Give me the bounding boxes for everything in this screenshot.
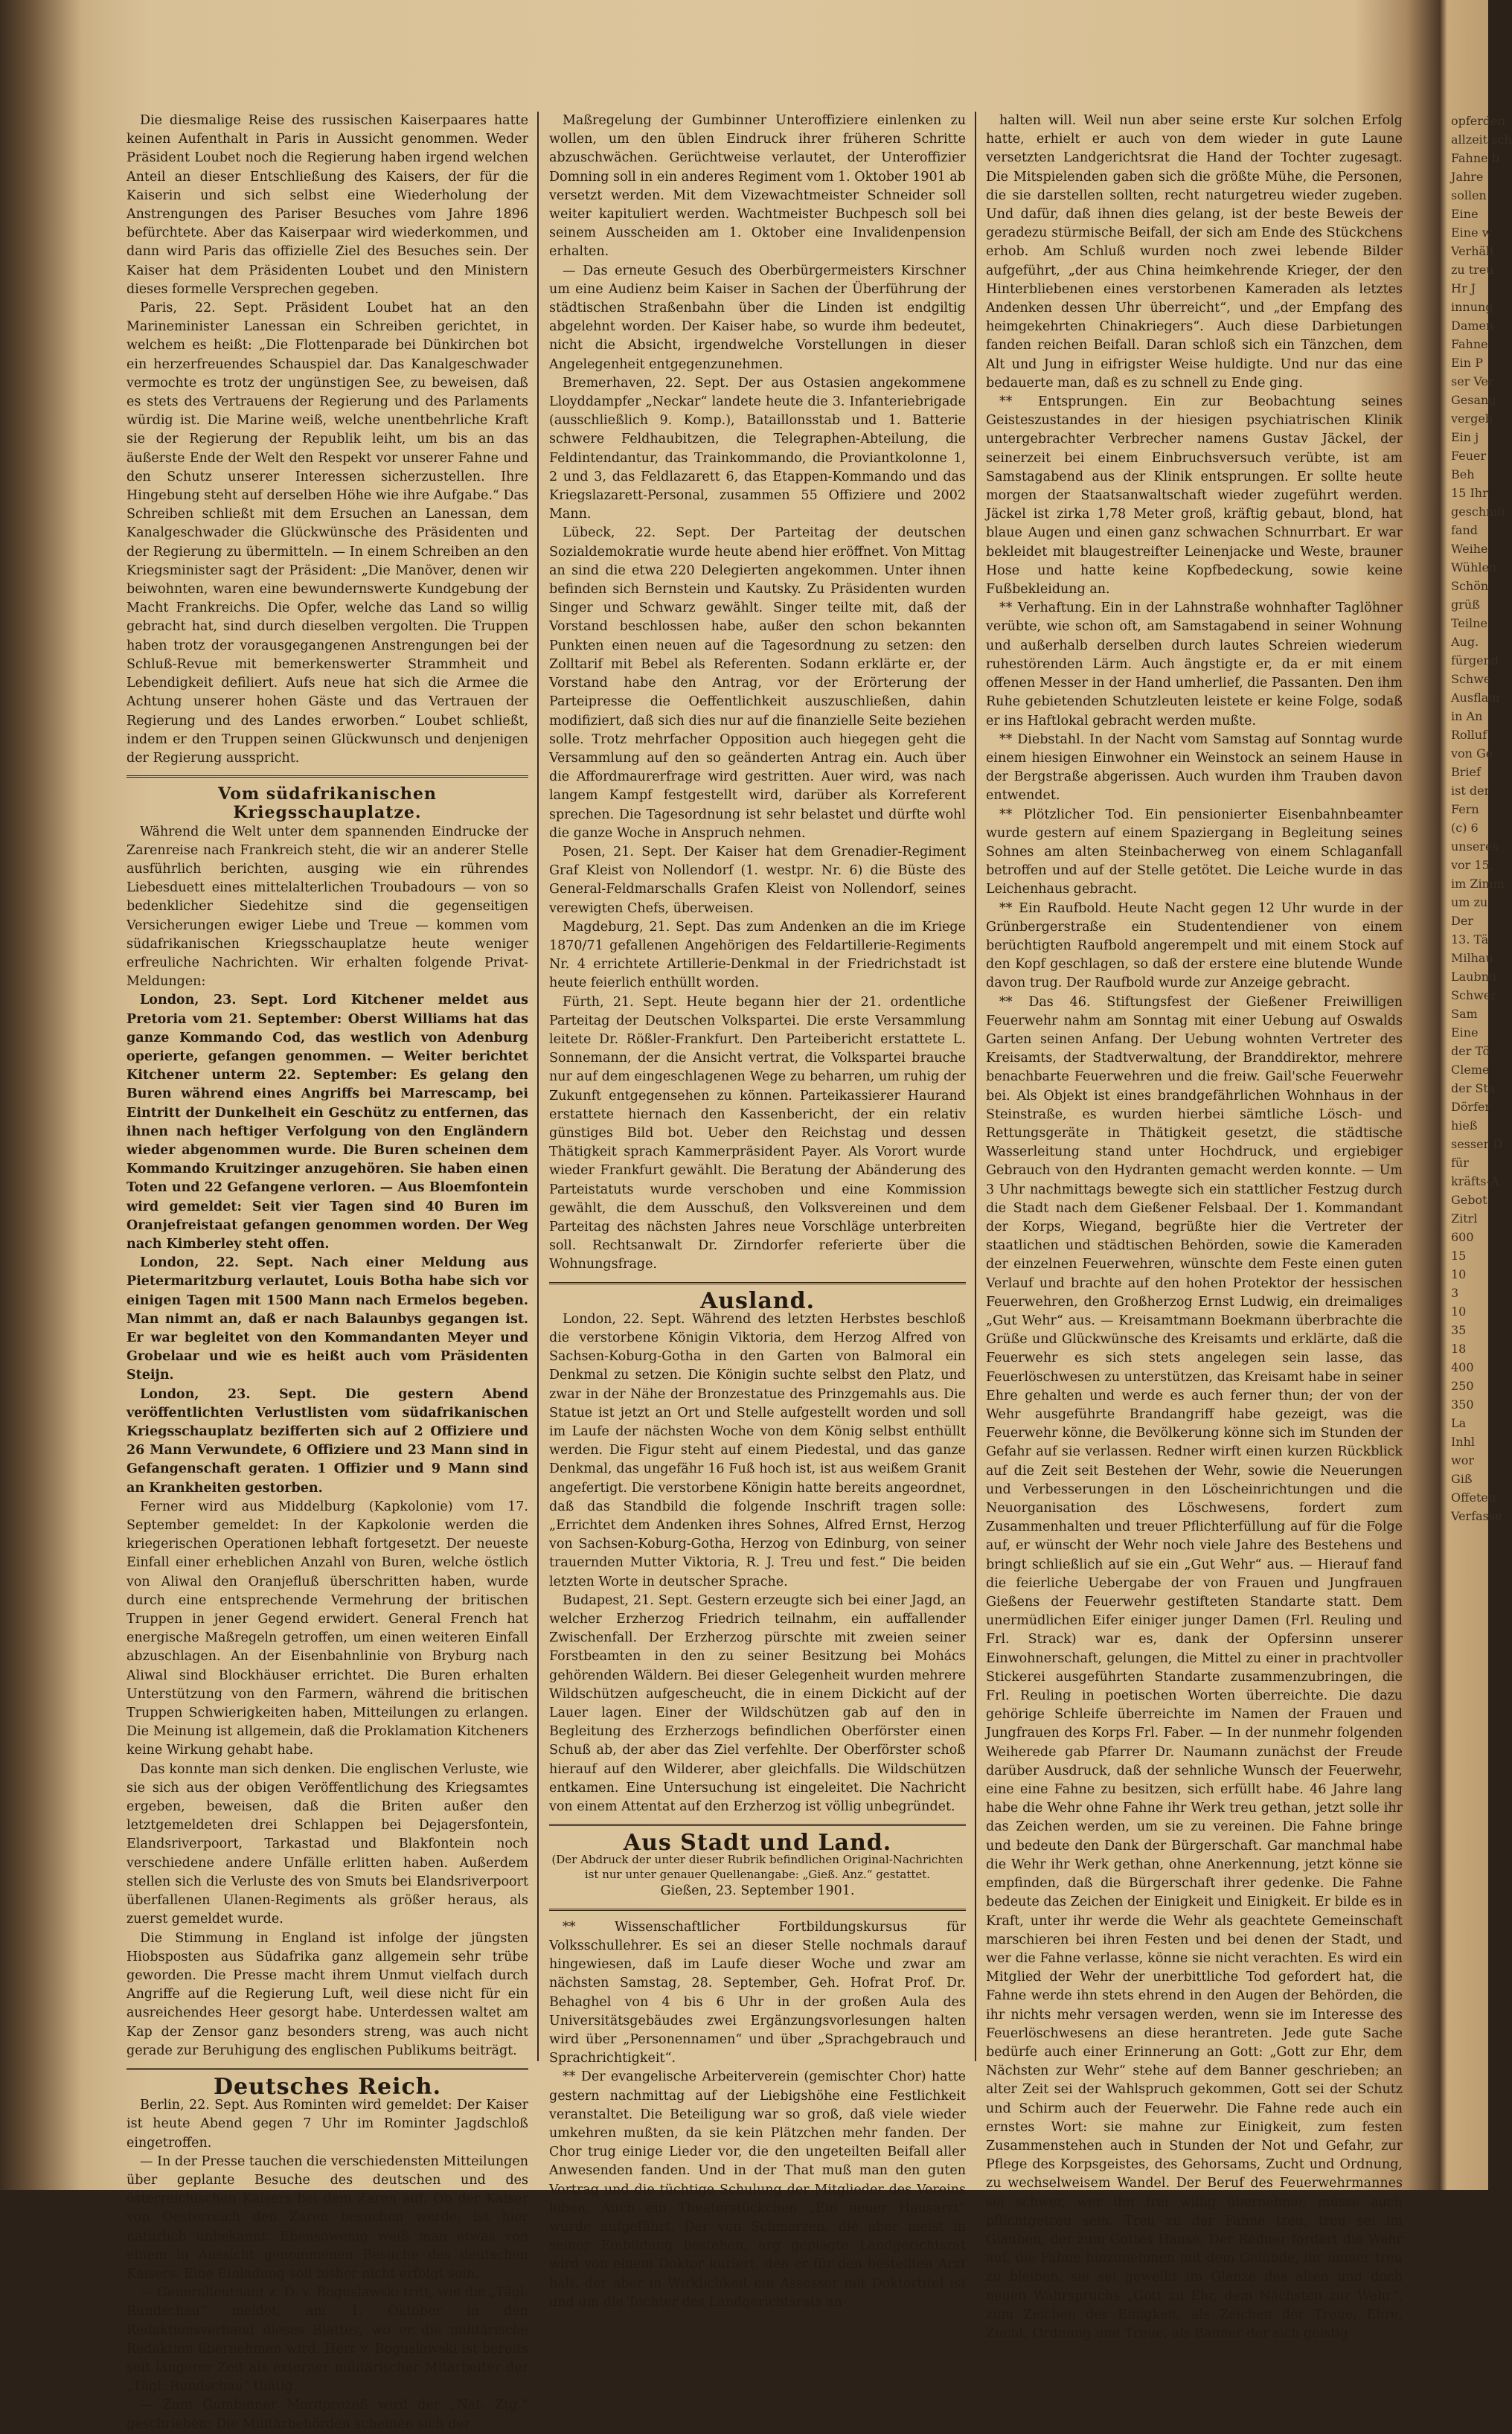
edge-fragment: Fahne — [1451, 337, 1488, 351]
edge-fragment: vergeb — [1451, 411, 1493, 426]
section-divider — [549, 1909, 966, 1911]
edge-fragment: Gebot — [1451, 1193, 1487, 1207]
edge-fragment: Schwer — [1451, 988, 1497, 1002]
section-heading-deutsches-reich: Deutsches Reich. — [213, 2073, 442, 2100]
article-paragraph: London, 22. Sept. Während des letzten Herbstes beschloß die verstorbene Königin Viktoria, dem Herzog Alfred von Sachsen-Koburg-Gotha in den Garten von Balmoral ein Denkmal zu setzen. Die Königin suchte selbst den Platz, und zwar in der Nähe der Bronzestatue des Prinzgemahls aus. Die Statue ist jetzt an Ort und Stelle aufgestellt worden und soll im Laufe der nächsten Woche von dem König selbst enthüllt werden. Die Figur steht auf einem Piedestal, und das ganze Denkmal, das ungefähr 16 Fuß hoch ist, ist aus weißem Granit angefertigt. Die verstorbene Königin hatte bereits angeordnet, daß das Standbild die folgende Inschrift tragen solle: „Errichtet dem Andenken ihres Sohnes, Alfred Ernst, Herzog von Sachsen-Koburg-Gotha, Herzog von Edinburg, von seiner trauernden Mutter Viktoria, R. J. Treu und fest.“ Die beiden letzten Worte in deutscher Sprache. — [549, 1311, 966, 1589]
edge-fragment: fürgend — [1451, 653, 1499, 667]
edge-fragment: Ausflam — [1451, 691, 1500, 705]
article-paragraph: — In der Presse tauchen die verschiedensten Mitteilungen über geplante Besuche des deutschen und des österreichischen Kaisers bei dem Zaren auf. Ob der Kaiser von Oesterreich den Zaren besuchen werde, ist hier natürlich unbekannt. Ebensowenig weiß man etwas von einem in Aussicht genommenen Besuche des deutschen Kaisers. Eine Einladung soll bisher nicht erfolgt sein. — [126, 2153, 528, 2281]
edge-fragment: Wühlen — [1451, 560, 1497, 574]
edge-fragment: 250 — [1451, 1379, 1474, 1393]
edge-fragment: Teilne — [1451, 616, 1487, 630]
edge-fragment: Ein j — [1451, 430, 1479, 444]
edge-fragment: Cleme — [1451, 1063, 1490, 1077]
article-paragraph: London, 23. Sept. Lord Kitchener meldet aus Pretoria vom 21. September: Oberst Williams hat das ganze Kommando Cod, das westlich von Adenburg operierte, gefangen genommen. — Weiter berichtet Kitchener unterm 22. September: Es gelang den Buren während eines Angriffs bei Marrescamp, bei Eintritt der Dunkelheit ein Geschütz zu entfernen, das ihnen nach heftiger Verfolgung von den Engländern wieder abgenommen wurde. Die Buren scheinen dem Kommando Kruitzinger anzugehören. Sie haben einen Toten und 22 Gefangene verloren. — Aus Bloemfontein wird gemeldet: Seit vier Tagen sind 40 Buren im Oranjefreistaat gefangen genommen worden. Der Weg nach Kimberley steht offen. — [126, 993, 528, 1252]
edge-fragment: 35 — [1451, 1323, 1467, 1337]
article-paragraph: ** Entsprungen. Ein zur Beobachtung seines Geisteszustandes in der hiesigen psychiatrischen Klinik untergebrachter Verbrecher namens Gustav Jäckel, der seinerzeit bei einem Einbruchsversuch verübte, ist am Samstagabend aus der Klinik entsprungen. Er sollte heute morgen der Staatsanwaltschaft wieder zugeführt werden. Jäckel ist zirka 1,78 Meter groß, kräftig gebaut, blond, hat blaue Augen und einen ganz schwachen Schnurrbart. Er war bekleidet mit blaugestreifter Leinenjacke und Weste, brauner Hose und hatte keine Kopfbedeckung, sowie keine Fußbekleidung an. — [986, 394, 1403, 598]
edge-fragment: 350 — [1451, 1397, 1474, 1412]
edge-fragment: Laubnu — [1451, 970, 1497, 984]
edge-fragment: Milhau — [1451, 951, 1493, 965]
edge-fragment: sesser D — [1451, 1137, 1503, 1151]
edge-fragment: Schön — [1451, 579, 1489, 593]
adjacent-page-edge — [1451, 112, 1512, 1525]
article-paragraph: Maßregelung der Gumbinner Unteroffiziere einlenken zu wollen, um den üblen Eindruck ihrer früheren Schritte abzuschwächen. Gerüchtweise verlautet, der Unteroffizier Domning soll in ein anderes Regiment vom 1. Oktober 1901 ab versetzt werden. Mit dem Vizewachtmeister Schneider soll weiter kapituliert werden. Wachtmeister Buchpesch soll bei seinem Ausscheiden am 1. Oktober eine Invalidenpension erhalten. — [549, 113, 966, 260]
edge-fragment: 3 — [1451, 1286, 1459, 1300]
section-heading-south-africa: Vom südafrikanischen Kriegsschauplatze. — [218, 784, 437, 823]
article-paragraph: Das konnte man sich denken. Die englischen Verluste, wie sie sich aus der obigen Veröffentlichung des Kriegsamtes ergeben, beweisen, daß die Briten außer den letztgemeldeten drei Schlappen bei Dejagersfontein, Elandsriverpoort, Tarkastad und Blakfontein noch verschiedene andere Unfälle erlitten haben. Außerdem stellen sich die Verluste des von Smuts bei Elandsriverpoort überfallenen Ulanen-Regiments als größer heraus, als zuerst gemeldet wurde. — [126, 1761, 528, 1927]
section-heading-stadt-und-land: Aus Stadt und Land. — [623, 1830, 892, 1857]
edge-fragment: Beh — [1451, 467, 1475, 481]
article-paragraph: Paris, 22. Sept. Präsident Loubet hat an den Marineminister Lanessan ein Schreiben gerichtet, in welchem es heißt: „Die Flottenparade bei Dünkirchen bot ein herzerfreuendes Schauspiel dar. Das Kanalgeschwader vermochte es trotz der ungünstigen See, zu beweisen, daß es stets des Vertrauens der Regierung und des Parlaments würdig ist. Die Marine weiß, welche unentbehrliche Kraft sie der Regierung der Republik leiht, um bis an das äußerste Ende der Welt den Respekt vor unserer Fahne und den Schutz unserer Interessen sicherzustellen. Ihre Hingebung steht auf derselben Höhe wie ihre Aufgabe.“ Das Schreiben schließt mit dem Ersuchen an Lanessan, dem Kanalgeschwader die Glückwünsche des Präsidenten und der Regierung zu übermitteln. — In einem Schreiben an den Kriegsminister sagt der Präsident: „Die Manöver, denen wir beiwohnten, waren eine bewundernswerte Kundgebung der Macht Frankreichs. Die Opfer, welche das Land so willig gebracht hat, sind durch dieselben vergolten. Die Truppen haben trotz der vorausgegangenen Anstrengungen bei der Schluß-Revue mit bemerkenswerter Strammheit und Lebendigkeit defiliert. Aufs neue hat sich die Armee die Achtung unserer hohen Gäste und das Vertrauen der Regierung und des Landes erworben.“ Loubet schließt, indem er den Truppen seinen Glückwunsch und denjenigen der Regierung ausspricht. — [126, 301, 528, 766]
edge-fragment: vor 15, — [1451, 858, 1493, 872]
article-paragraph: — Generalleutnant z. D. v. Boguslawski tritt, wie die „Tägl. Rundschau“ meldet, am 1. Oktober in den Redaktionsverband dieses Blattes, wo er die militärische Redaktion übernehmen wird. Herr v. Boguslawski ist bereits seit längerer Zeit als externer militärischer Mitarbeiter der „Tägl. Rundschau“ thätig. — [126, 2285, 528, 2395]
edge-fragment: 400 — [1451, 1360, 1474, 1374]
edge-fragment: Feuer — [1451, 449, 1487, 463]
column-rule — [975, 112, 976, 2061]
edge-fragment: Offeten — [1451, 1490, 1496, 1505]
section-divider — [126, 2068, 528, 2070]
edge-fragment: opferden — [1451, 114, 1505, 128]
edge-fragment: 600 — [1451, 1230, 1474, 1244]
edge-fragment: 10 — [1451, 1267, 1467, 1281]
article-paragraph: Posen, 21. Sept. Der Kaiser hat dem Grenadier-Regiment Graf Kleist von Nollendorf (1. westpr. Nr. 6) die Büste des General-Feldmarschalls Grafen Kleist von Nollendorf, seines verewigten Chefs, überweisen. — [549, 844, 966, 916]
edge-fragment: innung — [1451, 300, 1493, 314]
edge-fragment: 15 — [1451, 1249, 1467, 1263]
column-3 — [986, 112, 1403, 2343]
edge-fragment: ser Ver — [1451, 374, 1494, 388]
section-heading-ausland: Ausland. — [699, 1287, 816, 1314]
edge-fragment: 18 — [1451, 1342, 1467, 1356]
section-divider — [126, 775, 528, 778]
edge-fragment: hieß — [1451, 1118, 1478, 1133]
edge-fragment: kräfts-A — [1451, 1174, 1499, 1188]
edge-fragment: wor — [1451, 1453, 1474, 1467]
edge-fragment: Weihe — [1451, 542, 1488, 556]
edge-fragment: Inhl — [1451, 1435, 1476, 1449]
column-rule — [537, 112, 539, 2061]
article-paragraph: ** Diebstahl. In der Nacht vom Samstag auf Sonntag wurde einem hiesigen Einwohner ein Weinstock an seinem Hause in der Bergstraße abgerissen. Auch wurden ihm Trauben davon entwendet. — [986, 731, 1403, 804]
article-paragraph: ** Verhaftung. Ein in der Lahnstraße wohnhafter Taglöhner verübte, wie schon oft, am Samstagabend in seiner Wohnung und außerhalb derselben durch lautes Schreien wiederum ruhestörenden Lärm. Auch ängstigte er, da er mit einem offenen Messer in der Hand umherlief, die Passanten. Den ihm Ruhe gebietenden Schutzleuten leistete er keine Folge, sodaß er ins Haftlokal gebracht werden mußte. — [986, 601, 1403, 728]
section-divider — [549, 1282, 966, 1284]
article-paragraph: ** Das 46. Stiftungsfest der Gießener Freiwilligen Feuerwehr nahm am Sonntag mit einer Uebung auf Oswalds Garten seinen Anfang. Der Uebung wohnten Vertreter des Kreisamts, der Stadtverwaltung, der Branddirektor, mehrere benachbarte Feuerwehren und die freiw. Gail'sche Feuerwehr bei. Als Objekt ist eines brandgefährlichen Wohnhaus in der Steinstraße, es wurden hierbei sämtliche Lösch- und Rettungsgeräte in Thätigkeit gesetzt, die städtische Wasserleitung stand unter Hochdruck, und ergiebiger Gebrauch von den Hydranten gemacht werden konnte. — Um 3 Uhr nachmittags bewegte sich ein stattlicher Festzug durch die Stadt nach dem Gießener Felsbaal. Der 1. Kommandant der Korps, Wiegand, begrüßte hier die Vertreter der staatlichen und städtischen Behörden, sowie die Kameraden der einzelnen Feuerwehren, wünschte dem Feste einen guten Verlauf und brachte auf den hohen Protektor der hessischen Feuerwehren, den Großherzog Ernst Ludwig, ein dreimaliges „Gut Wehr“ aus. — Kreisamtmann Boekmann überbrachte die Grüße und Glückwünsche des Kreisamts und erklärte, daß die Feuerwehr es sich stets angelegen sein lasse, das Feuerlöschwesen zu unterstützen, das Kreisamt habe in seiner Ehre gehalten und werde es auch ferner thun; der von der Wehr ausgeführte Brandangriff habe gezeigt, was die Feuerwehr könne, die Bevölkerung könne sich im Stunden der Gefahr auf sie verlassen. Redner wirft einen kurzen Rückblick auf die Zeit seit Bestehen der Wehr, sowie die Neuerungen und Verbesserungen in den Löscheinrichtungen und die Neuorganisation des Löschwesens, fordert zum Zusammenhalten und treuer Pflichterfüllung auf für die Folge auf, er wünscht der Wehr noch viele Jahre des Bestehens und bringt schließlich auf sie ein „Gut Wehr“ aus. — Hierauf fand die feierliche Uebergabe der von Frauen und Jungfrauen Gießens der Feuerwehr gestifteten Standarte statt. Dem unermüdlichen Eifer einiger junger Damen (Frl. Reuling und Frl. Strack) war es, dank der Opfersinn unserer Einwohnerschaft, gelungen, die Mittel zu einer in prachtvoller Stickerei ausgeführten Standarte zusammenzubringen, die Frl. Reuling in poetischen Worten überreichte. Die dazu gehörige Schleife überreichte im Namen der Frauen und Jungfrauen des Korps Frl. Faber. — In der nunmehr folgenden Weiherede gab Pfarrer Dr. Naumann zunächst der Freude darüber Ausdruck, daß der sehnliche Wunsch der Feuerwehr, eine eine Fahne zu besitzen, sich erfüllt habe. 46 Jahre lang habe die Wehr ohne Fahne ihr Werk treu gethan, jetzt solle ihr das Zeichen werden, um sie zu vereinen. Die Fahne bringe und bedeute den Dank der Bürgerschaft. Gar manchmal habe die Wehr ihr Werk gethan, ohne Anerkennung, jetzt könne sie empfinden, daß die Bürgerschaft ihrer gedenke. Die Fahne bedeute das Zeichen der Einigkeit und Einigkeit. Er bilde es in Kraft, unter ihr werde die Wehr als geachtete Gemeinschaft marschieren bei ihren Festen und bei denen der Stadt, und wer die Fahne verlasse, könne sie nicht verachten. Es wird ein Mitglied der Wehr der unerbittliche Tod gefordert hat, die Fahne werde ihn stets ehrend in den Augen der Behörden, die ihr nichts mehr versagen werden, wenn sie im Interesse des Feuerlöschwesens an diese herantreten. Jede gute Sache bedürfe auch einer Erinnerung an Gott: „Gott zur Ehr, dem Nächsten zur Wehr“ stehe auf dem Banner geschrieben; an alter Zeit sei der Wahlspruch gekommen, Gott sei der Schutz und Schirm auch der Feuerwehr. Die Fahne rede auch ein ernstes Wort: sie mahne zur Einigkeit, zum festen Zusammenstehen auch in Stunden der Not und Gefahr, zur Pflege des Korpsgeistes, des Gehorsams, Zucht und Ordnung, zu wechselweisem Wandel. Der Beruf des Feuerwehrmannes sei schwer, wer ihn frei willig übernehme, müsse auch pflichtgetreu sein. Treu zu der Fahne treu, treu sei im Glauben, der zum Gottes Hause. Der Redner fordert die Wehr auf, die Fahne hinzunehmen mit dem Gelübde, ihr immer treu zu bleiben, sie sei geweiht im Glanze des alten und doch neuen Wahrspruchs „Gott zu Ehr, dem Nächsten zur Wehr“, zum Zeichen der Einigkeit, als Zeichen der Treue, Ehre, Zucht, Ordnung und Treue, als Banner der sich geistig — [986, 994, 1403, 2341]
article-paragraph: halten will. Weil nun aber seine erste Kur solchen Erfolg hatte, erhielt er auch von dem wieder in gute Laune versetzten Landgerichtsrat die Hand der Tochter zugesagt. Die Mitspielenden gaben sich die größte Mühe, die Personen, die sie darstellen sollten, recht naturgetreu wieder zugeben. Und dafür, daß ihnen dies gelang, ist der beste Beweis der geradezu stürmische Beifall, der sich am Ende des Stückchens erhob. Am Schluß wurden noch zwei lebende Bilder aufgeführt, „der aus China heimkehrende Krieger, der den Hinterbliebenen eines verstorbenen Kameraden als letztes Andenken dessen Uhr überreicht“, und „der Empfang des heimgekehrten Chinakriegers“. Auch diese Darbietungen fanden reichen Beifall. Daran schloß sich ein Tänzchen, dem Alt und Jung in eifrigster Weise huldigte. Und nur das eine bedauerte man, daß es zu schnell zu Ende ging. — [986, 113, 1403, 391]
edge-fragment: Zitrl — [1451, 1211, 1478, 1226]
dateline: Gießen, 23. September 1901. — [660, 1883, 855, 1899]
edge-fragment: um zu — [1451, 895, 1488, 909]
edge-fragment: Eine w — [1451, 225, 1493, 240]
article-paragraph: ** Wissenschaftlicher Fortbildungskursus für Volksschullehrer. Es sei an dieser Stelle nochmals darauf hingewiesen, daß im Laufe dieser Woche und zwar am nächsten Samstag, 28. September, Geh. Hofrat Prof. Dr. Behaghel von 4 bis 6 Uhr in der großen Aula des Universitätsgebäudes zwei Ergänzungsvorlesungen halten wird über „Personennamen“ und über „Sprachgebrauch und Sprachrichtigkeit“. — [549, 1919, 966, 2066]
article-paragraph: ** Ein Raufbold. Heute Nacht gegen 12 Uhr wurde in der Grünbergerstraße ein Studentendiener von einem berüchtigten Raufbold angerempelt und mit einem Stock auf den Kopf geschlagen, so daß der erstere eine blutende Wunde davon trug. Der Raufbold wurde zur Anzeige gebracht. — [986, 900, 1403, 991]
edge-fragment: Jahre — [1451, 170, 1484, 184]
edge-fragment: allzeit sch — [1451, 132, 1512, 147]
article-paragraph: Magdeburg, 21. Sept. Das zum Andenken an die im Kriege 1870/71 gefallenen Angehörigen des Feldartillerie-Regiments Nr. 4 errichtete Artillerie-Denkmal in der Friedrichstadt ist heute feierlich enthüllt worden. — [549, 919, 966, 991]
article-paragraph: Bremerhaven, 22. Sept. Der aus Ostasien angekommene Lloyddampfer „Neckar“ landete heute die 3. Infanteriebrigade (ausschließlich 9. Komp.), Bataillonsstab und 1. Batterie schwere Feldhaubitzen, die Telegraphen-Abteilung, die Feldintendantur, das Trainkommando, die Proviantkolonne 1, 2 und 3, das Feldlazarett 6, das Etappen-Kommando und das Kriegslazarett-Personal, zusammen 55 Offiziere und 2002 Mann. — [549, 375, 966, 522]
edge-fragment: grüß — [1451, 598, 1480, 612]
article-paragraph: Die diesmalige Reise des russischen Kaiserpaares hatte keinen Aufenthalt in Paris in Aussicht genommen. Weder Präsident Loubet noch die Regierung haben irgend welchen Anteil an dieser Entschließung des Kaisers, der für die Kaiserin und sich selbst eine Wiederholung der Anstrengungen des Pariser Besuches vom Jahre 1896 befürchtete. Aber das Kaiserpaar wird wiederkommen, und dann wird Paris das offizielle Ziel des Besuches sein. Der Kaiser hat dem Präsidenten Loubet und den Ministern dieses formelle Versprechen gegeben. — [126, 113, 528, 297]
article-paragraph: Budapest, 21. Sept. Gestern erzeugte sich bei einer Jagd, an welcher Erzherzog Friedrich teilnahm, ein auffallender Zwischenfall. Der Erzherzog pürschte mit zweien seiner Forstbeamten in den zu seiner Besitzung bei Mohács gehörenden Wäldern. Bei dieser Gelegenheit wurden mehrere Wildschützen aufgescheucht, die in einem Dickicht auf der Lauer lagen. Einer der Wildschützen gab auf den in Begleitung des Erzherzogs befindlichen Oberförster einen Schuß ab, der aber das Ziel verfehlte. Der Oberförster schoß hierauf auf den Wilderer, aber gleichfalls. Die Wildschützen entkamen. Eine Untersuchung ist eingeleitet. Die Nachricht von einem Attentat auf den Erzherzog ist völlig unbegründet. — [549, 1592, 966, 1815]
edge-fragment: (c) 6 — [1451, 821, 1479, 835]
article-paragraph: Ferner wird aus Middelburg (Kapkolonie) vom 17. September gemeldet: In der Kapkolonie werden die kriegerischen Operationen lebhaft fortgesetzt. Der neueste Einfall einer erheblichen Anzahl von Buren, welche östlich von Aliwal den Oranjefluß überschritten haben, wurde durch eine entsprechende Vermehrung der britischen Truppen in jener Gegend erwidert. General French hat energische Maßregeln getroffen, um einen weiteren Einfall abzuschlagen. An der Eisenbahnlinie von Bryburg nach Aliwal sind Blockhäuser errichtet. Die Buren erhalten Unterstützung von den Farmern, während die britischen Truppen Schwierigkeiten haben, Mitteilungen zu erlangen. Die Meinung ist allgemein, daß die Proklamation Kitcheners keine Wirkung gehabt habe. — [126, 1499, 528, 1758]
column-2 — [549, 112, 966, 2312]
edge-fragment: der Tö — [1451, 1044, 1490, 1058]
edge-fragment: sollen — [1451, 188, 1487, 202]
edge-fragment: La — [1451, 1416, 1467, 1430]
edge-fragment: Schwe — [1451, 672, 1491, 686]
article-paragraph: ** Der evangelische Arbeiterverein (gemischter Chor) hatte gestern nachmittag auf der Liebigshöhe eine Festlichkeit veranstaltet. Die Beteiligung war so groß, daß viele wieder umkehren mußten, da sie kein Plätzchen mehr fanden. Der Chor trug einige Lieder vor, die den ungeteilten Beifall aller Anwesenden fanden. Und in der That muß man den guten Vortrag und die tüchtige Schulung der Mitglieder des Vereins loben. Auch ein Theaterstückchen „Ein neuer Hausarzt“ wurde aufgeführt. Der von Schmerzen, die aber meist in seiner Einbildung bestehen, arg geplagte Landgerichtsrat wird von einem Doktor kuriert, den er für den bestellten Arzt hält, der aber in Wirklichkeit ein Assessor mit Doktortitel ist und um die Tochter des Landgerichtsrats an- — [549, 2069, 966, 2310]
article-paragraph: London, 22. Sept. Nach einer Meldung aus Pietermaritzburg verlautet, Louis Botha habe sich vor einigen Tagen mit 1500 Mann nach Ermelos begeben. Man nimmt an, daß er nach Balaunbys gegangen ist. Er war begleitet von den Kommandanten Meyer und Grobelaar und wie es heißt auch vom Präsidenten Steijn. — [126, 1255, 528, 1383]
edge-fragment: zu treu — [1451, 263, 1494, 277]
article-paragraph: London, 23. Sept. Die gestern Abend veröffentlichten Verlustlisten vom südafrikanischen Kriegsschauplatz bezifferten sich auf 2 Offiziere und 26 Mann Verwundete, 6 Offiziere und 23 Mann sind in Gefangenschaft geraten. 1 Offizier und 9 Mann sind an Krankheiten gestorben. — [126, 1386, 528, 1496]
edge-fragment: unseres — [1451, 839, 1499, 853]
edge-fragment: Verhält — [1451, 244, 1495, 258]
edge-fragment: Gesang — [1451, 393, 1496, 407]
article-paragraph: — Zum Gumbinner Mordprozeß wird der „Nat. Ztg.“ geschrieben: Die Militärbehörden scheinen sich der — [126, 2398, 528, 2432]
edge-fragment: 13. Tä — [1451, 932, 1489, 947]
edge-fragment: Fern — [1451, 802, 1479, 816]
edge-fragment: 15 Ihr — [1451, 486, 1488, 500]
edge-fragment: für — [1451, 1156, 1469, 1170]
edge-fragment: der Sta — [1451, 1081, 1496, 1095]
edge-fragment: in An — [1451, 709, 1483, 723]
article-paragraph: Die Stimmung in England ist infolge der jüngsten Hiobsposten aus Südafrika ganz allgemein sehr trübe geworden. Die Presse macht ihrem Unmut vielfach durch Angriffe auf die Regierung Luft, weil diese nicht für ein ausreichendes Heer gesorgt habe. Unterdessen waltet am Kap der Zensor ganz besonders streng, was auch nicht gerade zur Beruhigung des englischen Publikums beiträgt. — [126, 1930, 528, 2058]
edge-fragment: Brief — [1451, 765, 1481, 779]
edge-fragment: Damen — [1451, 318, 1494, 333]
edge-fragment: Aug. — [1451, 635, 1479, 649]
edge-fragment: Hr J — [1451, 281, 1476, 295]
article-paragraph: ** Plötzlicher Tod. Ein pensionierter Eisenbahnbeamter wurde gestern auf einem Spaziergang in Begleitung seines Sohnes am alten Steinbacherweg von einem Schlaganfall betroffen und auf der Stelle getötet. Die Leiche wurde in das Leichenhaus gebracht. — [986, 807, 1403, 897]
edge-fragment: Ein P — [1451, 356, 1483, 370]
article-paragraph: Berlin, 22. Sept. Aus Rominten wird gemeldet: Der Kaiser ist heute Abend gegen 7 Uhr im Rominter Jagdschloß eingetroffen. — [126, 2098, 528, 2150]
edge-fragment: Giß — [1451, 1472, 1473, 1486]
edge-fragment: geschmü — [1451, 505, 1505, 519]
column-1 — [126, 112, 528, 2434]
edge-fragment: ist der — [1451, 784, 1490, 798]
edge-fragment: Eine — [1451, 1025, 1479, 1040]
edge-fragment: fand — [1451, 523, 1479, 537]
edge-fragment: von Ge — [1451, 746, 1493, 760]
article-paragraph: Während die Welt unter dem spannenden Eindrucke der Zarenreise nach Frankreich steht, die wir an anderer Stelle ausführlich berichten, ausging wie ein rührendes Liebesduett eines mittelalterlichen Troubadours — von so bedenklicher Siedehitze sind die gegenseitigen Versicherungen ewiger Liebe und Treue — kommen vom südafrikanischen Kriegsschauplatze heute weniger erfreuliche Nachrichten. Wir erhalten folgende Privat-Meldungen: — [126, 824, 528, 990]
edge-fragment: Fahne b — [1451, 151, 1499, 165]
edge-fragment: 10 — [1451, 1304, 1467, 1319]
article-paragraph: — Das erneute Gesuch des Oberbürgermeisters Kirschner um eine Audienz beim Kaiser in Sachen der Überführung der städtischen Straßenbahn über die Linden ist endgiltig abgelehnt worden. Der Kaiser habe, so wurde ihm bedeutet, nicht die Absicht, irgendwelche Vorstellungen in dieser Angelegenheit entgegenzunehmen. — [549, 263, 966, 372]
edge-fragment: Rolluf — [1451, 728, 1487, 742]
article-paragraph: Fürth, 21. Sept. Heute begann hier der 21. ordentliche Parteitag der Deutschen Volkspartei. Die erste Versammlung leitete Dr. Rößler-Frankfurt. Den Parteibericht erstattete L. Sonnemann, der die Ansicht vertrat, die Volkspartei brauche nur auf dem eingeschlagenen Wege zu beharren, um ruhig der Zukunft entgegensehen zu können. Parteikassierer Haurand erstattete hiernach den Kassenbericht, der ein relativ günstiges Bild bot. Ueber den Reichstag und dessen Thätigkeit sprach Kammerpräsident Payer. Als Vorort wurde wieder Frankfurt gewählt. Die Beratung der Abänderung des Parteistatuts wurde verschoben und eine Kommission gewählt, die dem Ausschuß, den Volksvereinen und dem Parteitag des nächsten Jahres neue Vorschläge unterbreiten soll. Rechtsanwalt Dr. Zirndorfer referierte über die Wohnungsfrage. — [549, 994, 966, 1272]
edge-fragment: Sam — [1451, 1007, 1478, 1021]
edge-fragment: im Zimm — [1451, 877, 1505, 891]
article-paragraph: Lübeck, 22. Sept. Der Parteitag der deutschen Sozialdemokratie wurde heute abend hier eröffnet. Von Mittag an sind die etwa 220 Delegierten angekommen. Unter ihnen befinden sich Bernstein und Kautsky. Zu Präsidenten wurden Singer und Schwarz gewählt. Singer teilte mit, daß der Vorstand beschlossen habe, außer den schon bekannten Punkten einen neuen auf die Tagesordnung zu setzen: den Zolltarif mit Bebel als Referenten. Sodann erklärte er, der Vorstand habe den Antrag, vor der Erörterung der Parteipresse die Oeffentlichkeit auszuschließen, dahin modifiziert, daß sich dies nur auf die finanzielle Seite beziehen solle. Trotz mehrfacher Opposition auch hiegegen geht die Versammlung auf den so geänderten Antrag ein. Auch über die Affordmaurerfrage wird gestritten. Auer wird, was nach langem Kampf festgestellt wird, darüber als Korreferent sprechen. Die Tagesordnung ist sehr belastet und dürfte wohl die ganze Woche in Anspruch nehmen. — [549, 525, 966, 841]
newspaper-page — [112, 112, 1421, 2432]
edge-fragment: Verfasse — [1451, 1509, 1502, 1523]
edge-fragment: Dörfer — [1451, 1100, 1491, 1114]
edge-fragment: Der — [1451, 914, 1473, 928]
section-divider — [549, 1824, 966, 1826]
edge-fragment: Eine — [1451, 207, 1479, 221]
reprint-note: (Der Abdruck der unter dieser Rubrik befindlichen Original-Nachrichten ist nur unter genauer Quellenangabe: „Gieß. Anz.“ gestattet. — [551, 1853, 964, 1882]
